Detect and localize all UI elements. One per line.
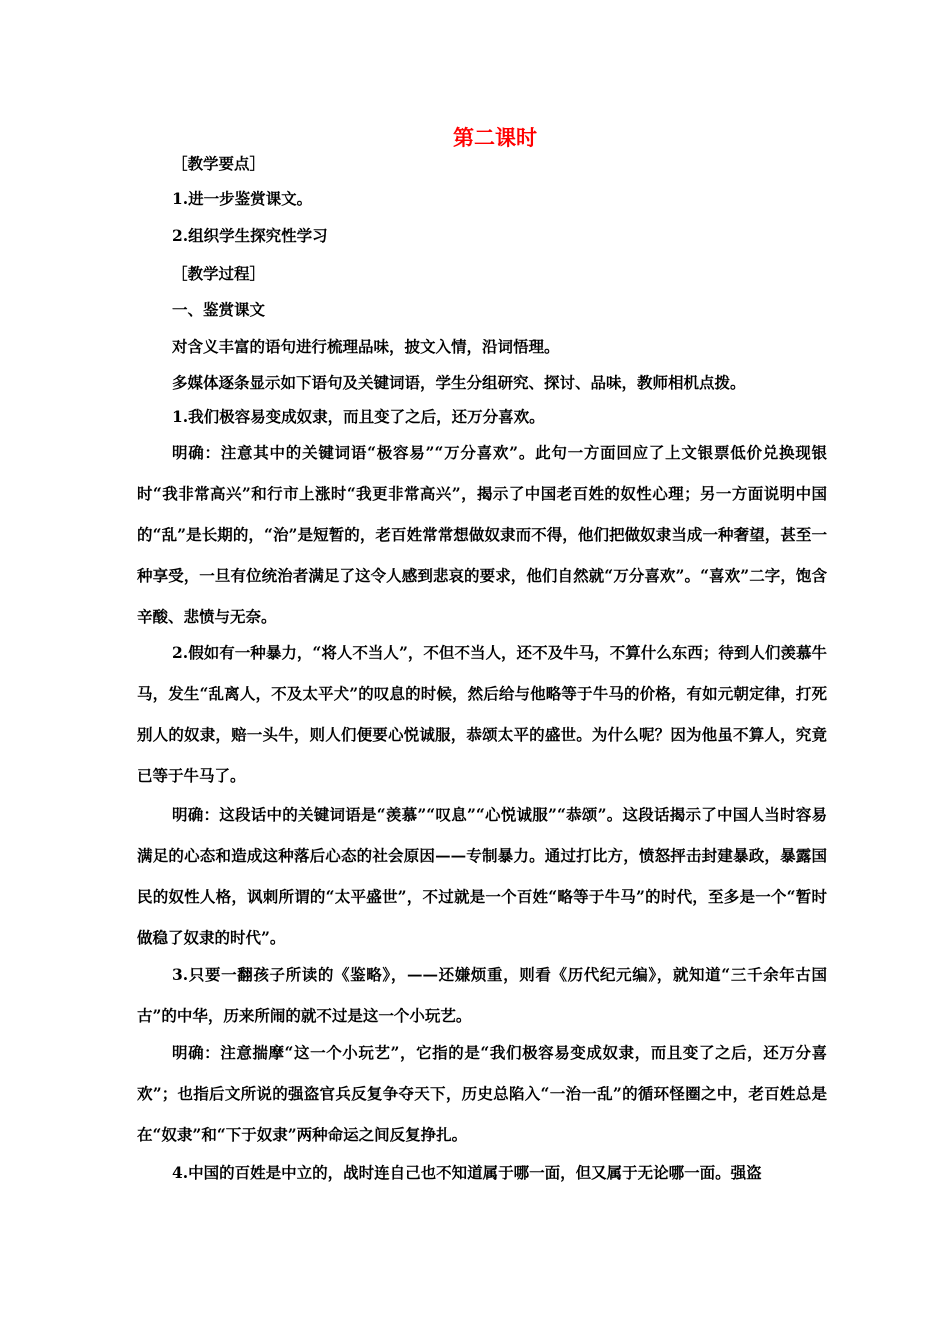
quote-3: 3.只要一翻孩子所读的《鉴略》，——还嫌烦重，则看《历代纪元编》，就知道“三千余年古国古”的中华，历来所闹的就不过是这一个小玩艺。 [137,965,827,1025]
answer-1: 明确：注意其中的关键词语“极容易”“万分喜欢”。此句一方面回应了上文银票低价兑换现银时“我非常高兴”和行市上涨时“我更非常高兴”，揭示了中国老百姓的奴性心理；另一方面说明中国的“乱”是长期的，“治”是短暂的，老百姓常常想做奴隶而不得，他们把做奴隶当成一种奢望，甚至一种享受，一旦有位统治者满足了这令人感到悲哀的要求，他们自然就“万分喜欢”。“喜欢”二字，饱含辛酸、悲愤与无奈。 [137,443,827,626]
key-point-item-2: 2.组织学生探究性学习 [172,226,328,245]
quote-4: 4.中国的百姓是中立的，战时连自己也不知道属于哪一面，但又属于无论哪一面。强盗 [172,1163,762,1182]
answer-2: 明确：这段话中的关键词语是“羡慕”“叹息”“心悦诚服”“恭颂”。这段话揭示了中国人当时容易满足的心态和造成这种落后心态的社会原因——专制暴力。通过打比方，愤怒抨击封建暴政，暴露国民的奴性人格，讽刺所谓的“太平盛世”，不过就是一个百姓“略等于牛马”的时代，至多是一个“暂时做稳了奴隶的时代”。 [137,805,827,947]
intro-paragraph-2: 多媒体逐条显示如下语句及关键词语，学生分组研究、探讨、品味，教师相机点拨。 [172,373,746,392]
page-title: 第二课时 [453,125,537,150]
quote-1: 1.我们极容易变成奴隶，而且变了之后，还万分喜欢。 [172,407,545,426]
key-points-heading: ［教学要点］ [172,154,266,173]
quote-2: 2.假如有一种暴力，“将人不当人”，不但不当人，还不及牛马，不算什么东西；待到人们羡慕牛马，发生“乱离人，不及太平犬”的叹息的时候，然后给与他略等于牛马的价格，有如元朝定律，打死别人的奴隶，赔一头牛，则人们便要心悦诚服，恭颂太平的盛世。为什么呢？因为他虽不算人，究竟已等于牛马了。 [137,643,827,785]
intro-paragraph-1: 对含义丰富的语句进行梳理品味，披文入情，沿词悟理。 [172,337,560,356]
key-point-item-1: 1.进一步鉴赏课文。 [172,189,313,208]
answer-3: 明确：注意揣摩“这一个小玩艺”，它指的是“我们极容易变成奴隶，而且变了之后，还万分喜欢”；也指后文所说的强盗官兵反复争夺天下，历史总陷入“一治一乱”的循环怪圈之中，老百姓总是在“奴隶”和“下于奴隶”两种命运之间反复挣扎。 [137,1043,827,1144]
section-heading: 一、鉴赏课文 [172,300,266,319]
process-heading: ［教学过程］ [172,264,266,283]
